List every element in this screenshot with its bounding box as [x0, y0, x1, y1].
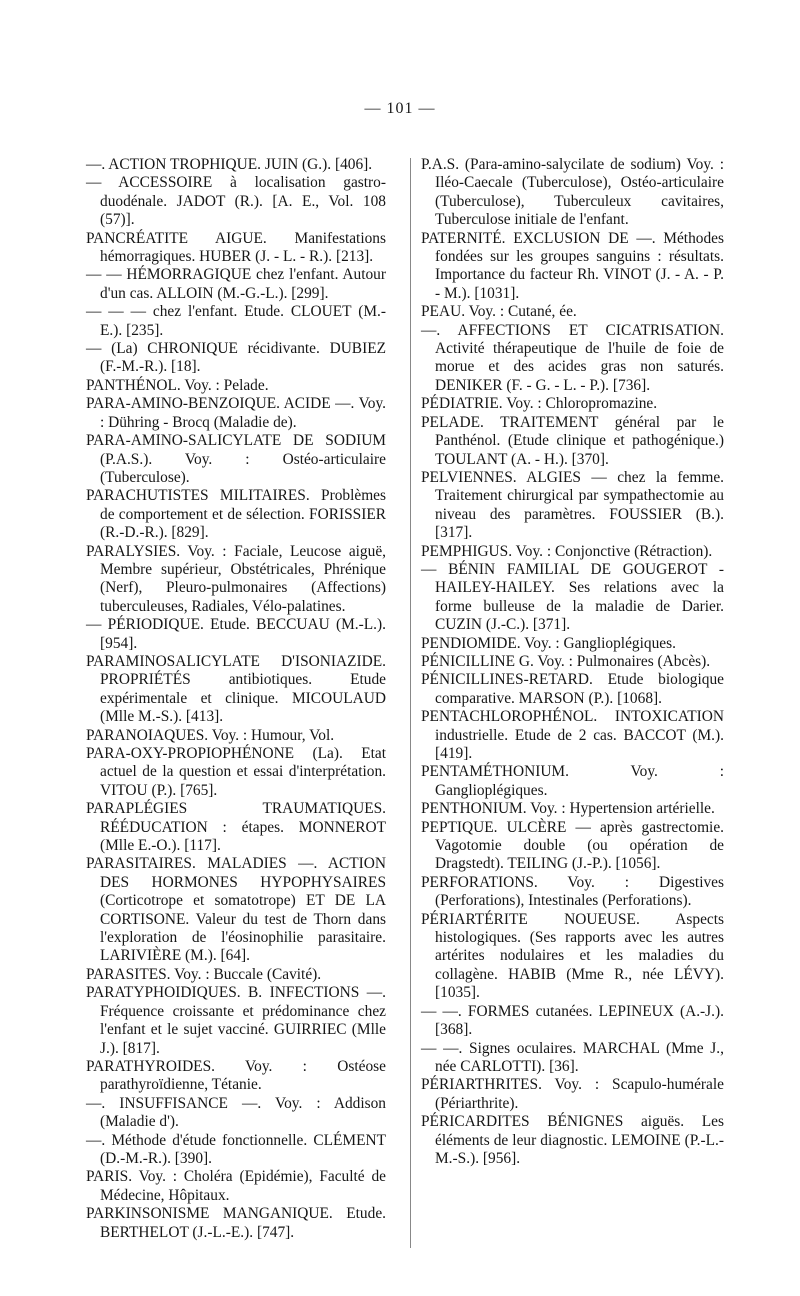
index-entry: PANTHÉNOL. Voy. : Pelade. — [86, 376, 269, 394]
index-entry: PARANOIAQUES. Voy. : Humour, Vol. — [86, 726, 335, 744]
index-entry: P.A.S. (Para-amino-salycilate de sodium) Voy. : Iléo-Caecale (Tuberculose), Ostéo-articulaire (Tuberculose), Tuberculeux cavitaires, Tuberculose initiale de l'enfant. — [421, 156, 724, 229]
index-entry: PENTAMÉTHONIUM. Voy. : Ganglioplégiques. — [421, 763, 724, 799]
index-entry: PEAU. Voy. : Cutané, ée. — [421, 303, 577, 321]
index-entry: — —. Signes oculaires. MARCHAL (Mme J., née CARLOTTI). [36]. — [421, 1039, 724, 1075]
index-entry: PARATHYROIDES. Voy. : Ostéose parathyroïdienne, Tétanie. — [86, 1057, 386, 1094]
index-entry: PÉDIATRIE. Voy. : Chloropromazine. — [421, 395, 658, 413]
index-entry: PARACHUTISTES MILITAIRES. Problèmes de comportement et de sélection. FORISSIER (R.-D.-R.). [829]. — [86, 487, 386, 542]
index-entry: PELVIENNES. ALGIES — chez la femme. Traitement chirurgical par sympathectomie au niveau des paramètres. FOUSSIER (B.). [317]. — [421, 468, 724, 542]
index-entry: PÉRIARTHRITES. Voy. : Scapulo-humérale (Périarthrite). — [421, 1076, 724, 1112]
index-entry: —. Méthode d'étude fonctionnelle. CLÉMENT (D.-M.-R.). [390]. — [86, 1131, 386, 1167]
index-entry: PARALYSIES. Voy. : Faciale, Leucose aiguë, Membre supérieur, Obstétricales, Phrénique (Nerf), Pleuro-pulmonaires (Affections) tuberculeuses, Radiales, Vélo-palatines. — [86, 542, 386, 615]
index-entry: — ACCESSOIRE à localisation gastro-duodénale. JADOT (R.). [A. E., Vol. 108 (57)]. — [86, 174, 386, 229]
index-entry: PERFORATIONS. Voy. : Digestives (Perforations), Intestinales (Perforations). — [421, 873, 724, 910]
index-entry: PÉNICILLINE G. Voy. : Pulmonaires (Abcès). — [421, 652, 711, 670]
index-entry: PARAPLÉGIES TRAUMATIQUES. RÉÉDUCATION : étapes. MONNEROT (Mlle E.-O.). [117]. — [86, 800, 386, 855]
index-entry: — — — chez l'enfant. Etude. CLOUET (M.-E.). [235]. — [86, 303, 386, 339]
index-entry: PENTACHLOROPHÉNOL. INTOXICATION industrielle. Etude de 2 cas. BACCOT (M.). [419]. — [421, 708, 724, 762]
index-entry: — —. FORMES cutanées. LEPINEUX (A.-J.). [368]. — [421, 1002, 724, 1039]
index-entry: PEPTIQUE. ULCÈRE — après gastrectomie. Vagotomie double (ou opération de Dragstedt). TEILING (J.-P.). [1056]. — [421, 818, 724, 873]
index-entry: PARASITES. Voy. : Buccale (Cavité). — [86, 965, 322, 983]
index-entry: — BÉNIN FAMILIAL DE GOUGEROT - HAILEY-HAILEY. Ses relations avec la forme bulleuse de la maladie de Darier. CUZIN (J.-C.). [371]. — [421, 560, 724, 634]
column-divider — [410, 158, 411, 1248]
index-entry: — PÉRIODIQUE. Etude. BECCUAU (M.-L.). [954]. — [86, 616, 386, 652]
index-entry: — — HÉMORRAGIQUE chez l'enfant. Autour d'un cas. ALLOIN (M.-G.-L.). [299]. — [86, 266, 386, 302]
index-entry: PARASITAIRES. MALADIES —. ACTION DES HORMONES HYPOPHYSAIRES (Corticotrope et somatotrope) ET DE LA CORTISONE. Valeur du test de Thorn dans l'exploration de l'éosinophilie parasitaire. LARIVIÈRE (M.). [64]. — [86, 855, 386, 965]
page-number: — 101 — — [364, 100, 436, 117]
index-entry: —. INSUFFISANCE —. Voy. : Addison (Maladie d'). — [86, 1094, 386, 1131]
index-entry: PÉRIARTÉRITE NOUEUSE. Aspects histologiques. (Ses rapports avec les autres artérites nodulaires et les maladies du collagène. HABIB (Mme R., née LÉVY). [1035]. — [421, 910, 724, 1002]
index-entry: PEMPHIGUS. Voy. : Conjonctive (Rétraction). — [421, 542, 713, 560]
index-entry: —. AFFECTIONS ET CICATRISATION. Activité thérapeutique de l'huile de foie de morue et des acides gras non saturés. DENIKER (F. - G. - L. - P.). [736]. — [421, 321, 724, 394]
index-entry: PARATYPHOIDIQUES. B. INFECTIONS —. Fréquence croissante et prédominance chez l'enfant et le sujet vacciné. GUIRRIEC (Mlle J.). [817]. — [86, 984, 386, 1057]
index-entry: — (La) CHRONIQUE récidivante. DUBIEZ (F.-M.-R.). [18]. — [86, 340, 386, 376]
index-entry: PARA-AMINO-BENZOIQUE. ACIDE —. Voy. : Dühring - Brocq (Maladie de). — [86, 395, 386, 431]
index-entry: —. ACTION TROPHIQUE. JUIN (G.). [406]. — [86, 156, 373, 173]
index-entry: PARKINSONISME MANGANIQUE. Etude. BERTHELOT (J.-L.-E.). [747]. — [86, 1205, 386, 1241]
right-column — [421, 156, 724, 1168]
index-entry: PENDIOMIDE. Voy. : Ganglioplégiques. — [421, 634, 676, 652]
left-column — [86, 156, 386, 1242]
index-entry: PARA-OXY-PROPIOPHÉNONE (La). Etat actuel de la question et essai d'interprétation. VITOU (P.). [765]. — [86, 745, 386, 799]
index-entry: PARIS. Voy. : Choléra (Epidémie), Faculté de Médecine, Hôpitaux. — [86, 1168, 386, 1204]
index-entry: PARA-AMINO-SALICYLATE DE SODIUM (P.A.S.). Voy. : Ostéo-articulaire (Tuberculose). — [86, 432, 386, 486]
index-entry: PENTHONIUM. Voy. : Hypertension artérielle. — [421, 800, 715, 818]
index-entry: PÉRICARDITES BÉNIGNES aiguës. Les éléments de leur diagnostic. LEMOINE (P.-L.-M.-S.). [956]. — [421, 1113, 724, 1167]
index-entry: PELADE. TRAITEMENT général par le Panthénol. (Etude clinique et pathogénique.) TOULANT (A. - H.). [370]. — [421, 413, 724, 468]
index-entry: PANCRÉATITE AIGUE. Manifestations hémorragiques. HUBER (J. - L. - R.). [213]. — [86, 229, 386, 266]
index-entry: PATERNITÉ. EXCLUSION DE —. Méthodes fondées sur les groupes sanguins : résultats. Importance du facteur Rh. VINOT (J. - A. - P. - M.). [1031]. — [421, 229, 724, 302]
index-entry: PÉNICILLINES-RETARD. Etude biologique comparative. MARSON (P.). [1068]. — [421, 671, 724, 707]
index-entry: PARAMINOSALICYLATE D'ISONIAZIDE. PROPRIÉTÉS antibiotiques. Etude expérimentale et clinique. MICOULAUD (Mlle M.-S.). [413]. — [86, 652, 386, 726]
